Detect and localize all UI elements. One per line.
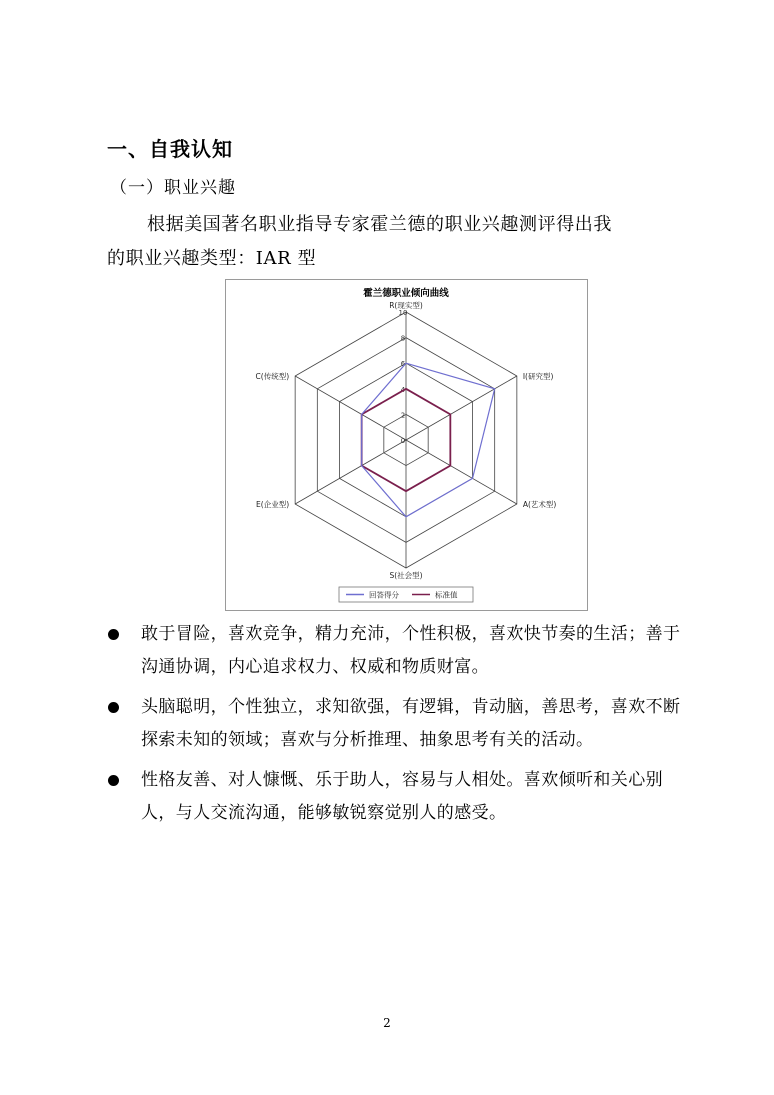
trait-item-3 [106,764,686,830]
axis-label: A(艺术型) [522,500,557,509]
trait-text-2: 头脑聪明，个性独立，求知欲强，有逻辑，肯动脑，善思考，喜欢不断探索未知的领域；喜欢与分析推理、抽象思考有关的活动。 [141,697,681,750]
chart-legend [339,587,473,602]
axis-spoke [295,440,406,504]
tick-label: 2 [400,411,406,420]
tick-label: 0 [400,437,406,445]
section-heading: 一、自我认知 [107,137,233,161]
trait-text-1: 敢于冒险，喜欢竞争，精力充沛，个性积极，喜欢快节奏的生活；善于沟通协调，内心追求权力、权威和物质财富。 [141,624,681,677]
axis-spoke [406,376,517,440]
bullet-dot-icon [108,775,119,786]
trait-text-3: 性格友善、对人慷慨、乐于助人，容易与人相处。喜欢倾听和关心别人，与人交流沟通，能够敏锐察觉别人的感受。 [141,770,663,823]
axis-spoke [295,376,406,440]
axis-spoke [406,440,517,504]
bullet-dot-icon [108,702,119,713]
trait-item-1 [106,618,686,684]
intro-paragraph [107,208,687,276]
bullet-dot-icon [108,629,119,640]
axis-label: R(现实型) [389,301,423,310]
tick-label: 10 [398,309,408,317]
axis-label: C(传统型) [255,372,290,381]
trait-item-2 [106,691,686,757]
axis-label: E(企业型) [256,500,290,509]
page-number: 2 [383,1016,391,1030]
subsection-heading: （一）职业兴趣 [110,178,236,198]
tick-label: 8 [400,334,406,343]
axis-label: S(社会型) [389,571,423,580]
tick-label: 6 [400,360,406,369]
chart-title: 霍兰德职业倾向曲线 [363,288,449,299]
tick-label: 4 [400,385,406,394]
trait-list [106,618,686,837]
axis-label: I(研究型) [522,372,554,381]
legend-label: 回答得分 [369,590,399,600]
intro-line-2: 的职业兴趣类型：IAR 型 [107,248,317,269]
intro-line-1: 根据美国著名职业指导专家霍兰德的职业兴趣测评得出我 [147,214,612,235]
holland-radar-chart [225,279,588,611]
legend-label: 标准值 [435,590,458,600]
radar-svg [226,280,587,610]
radar-grid [295,312,517,568]
